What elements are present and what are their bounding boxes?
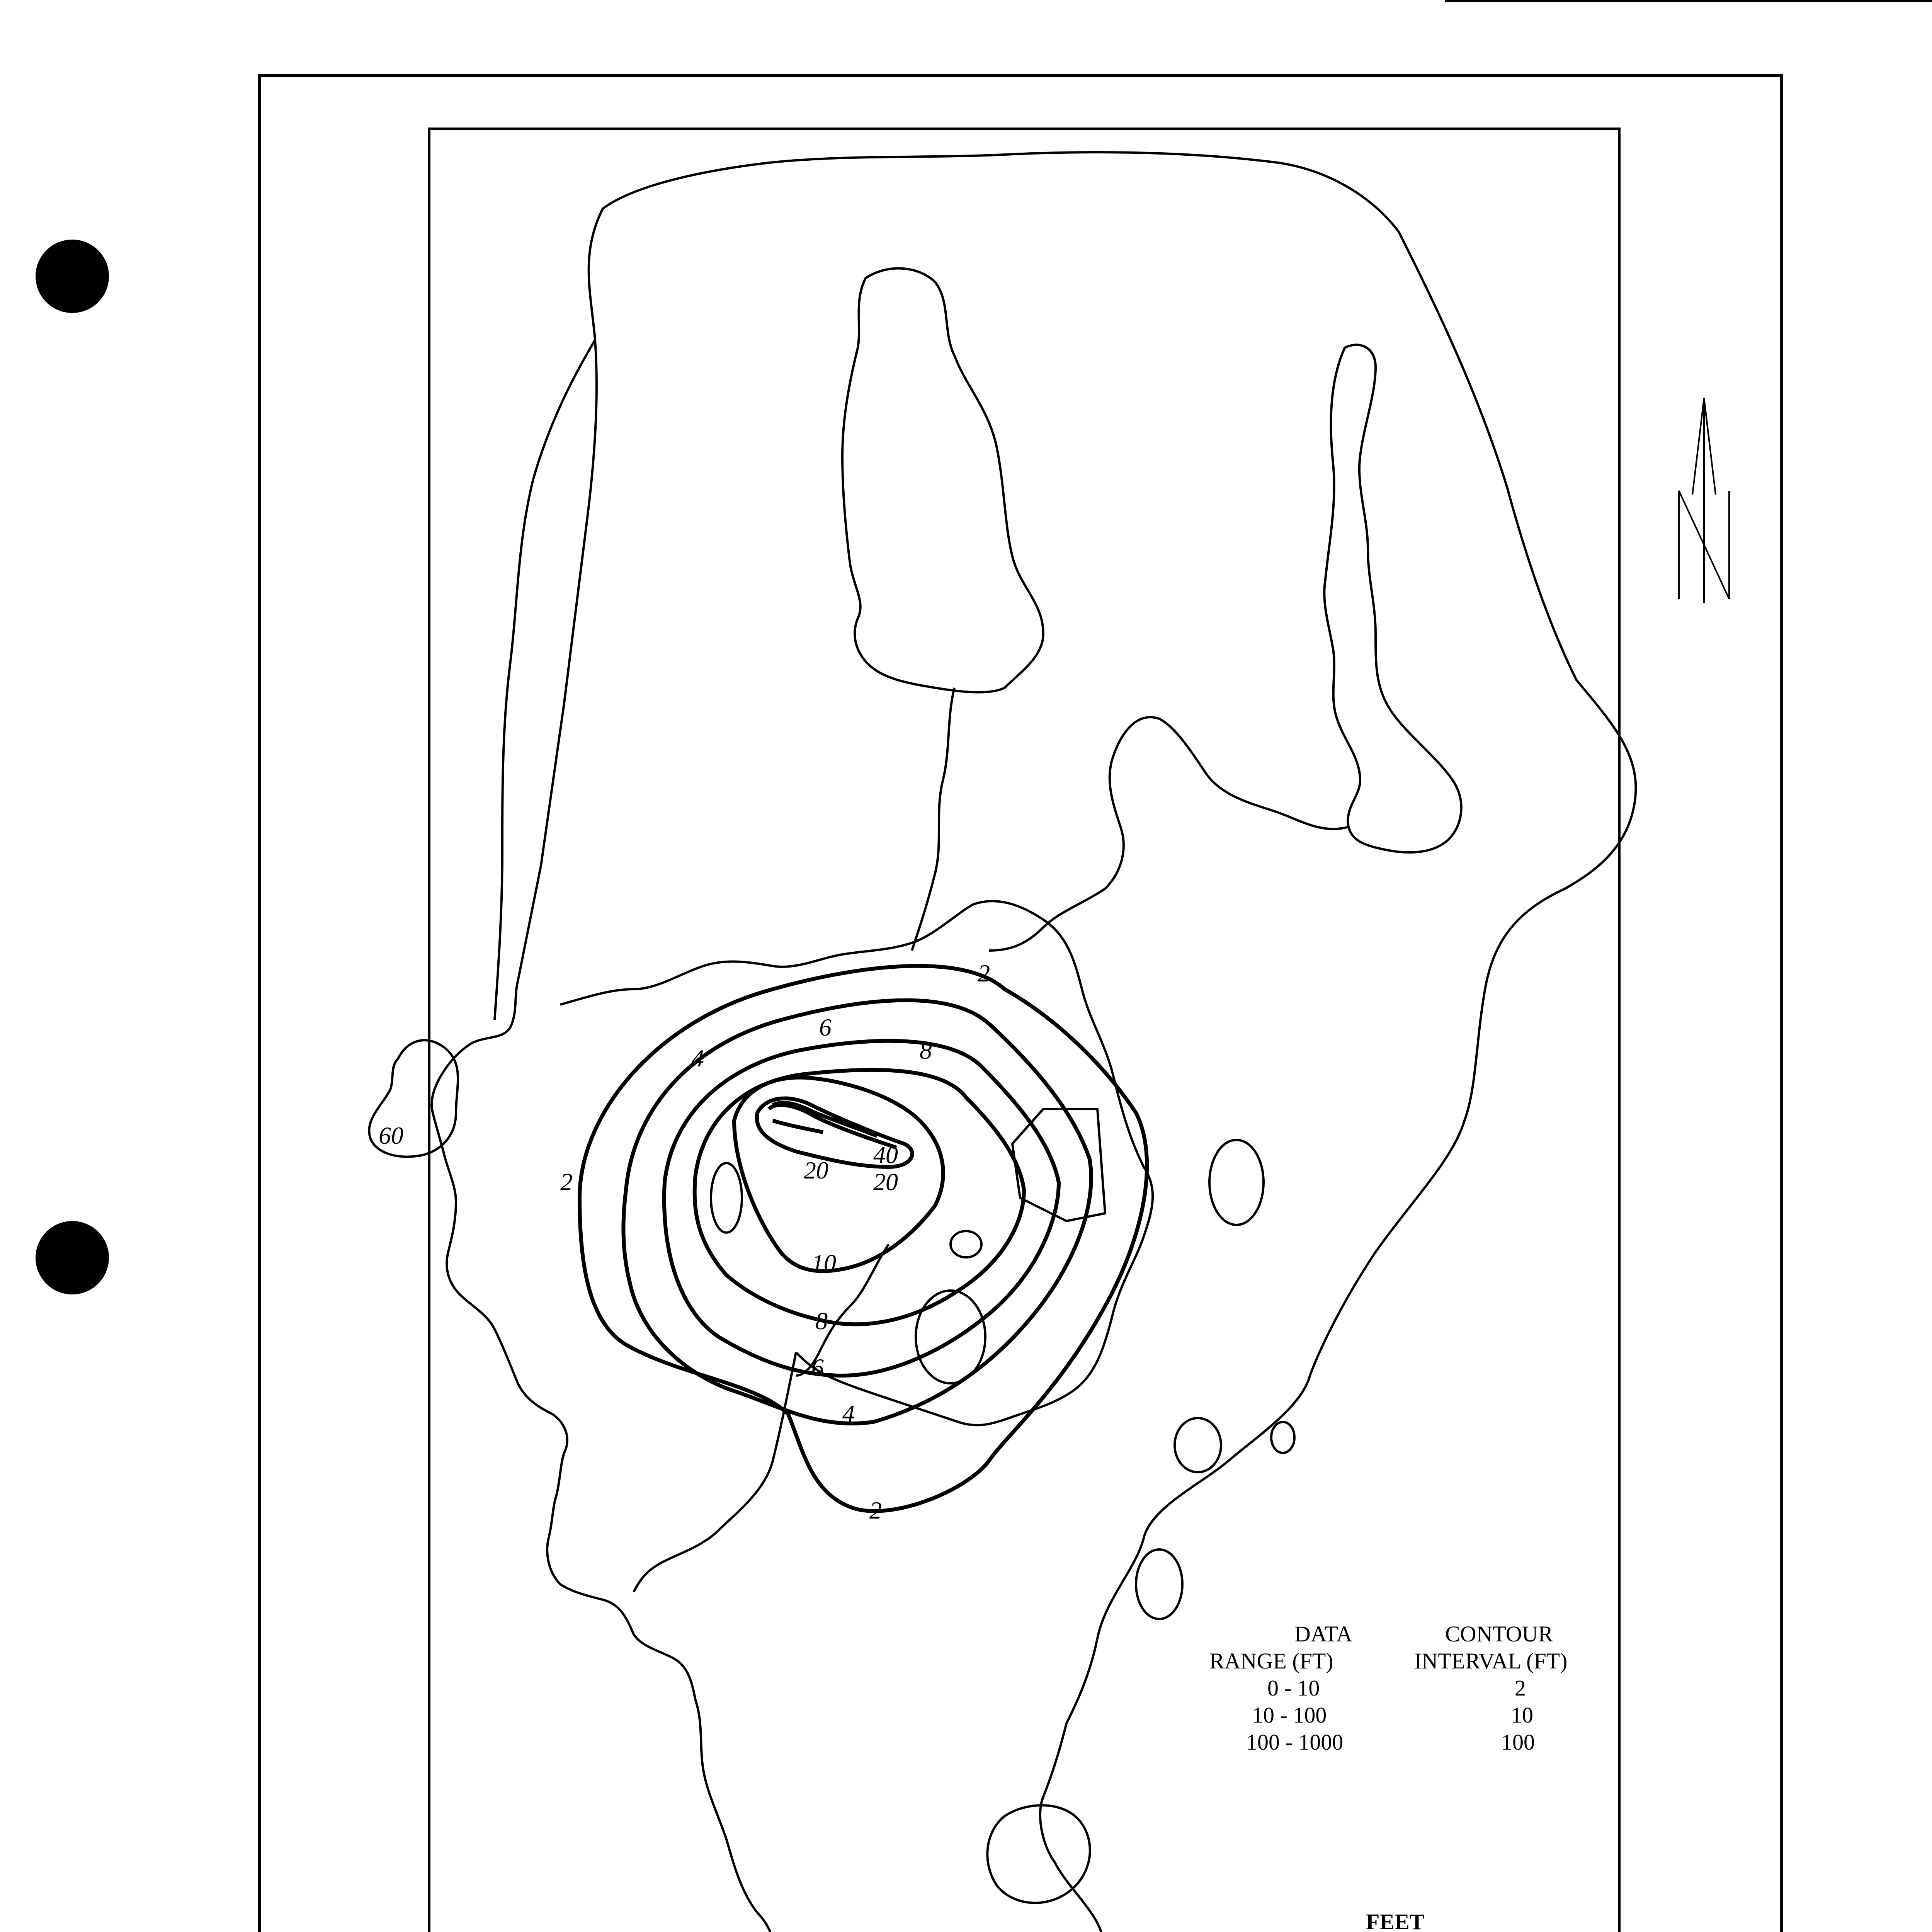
pond-2: [1175, 1418, 1221, 1472]
contour-label-4-a: 4: [692, 1044, 704, 1072]
contour-label-6-b: 6: [811, 1354, 824, 1381]
north-arrow-icon: [1679, 398, 1729, 603]
legend-col1-header-line1: DATA: [1294, 1621, 1353, 1646]
contour-label-10: 10: [811, 1249, 836, 1277]
pond-1: [1209, 1140, 1264, 1225]
river-south: [634, 1352, 796, 1592]
contour-label-2-a: 2: [978, 959, 990, 987]
legend-interval-2: 100: [1501, 1730, 1535, 1755]
pond-5: [1271, 1422, 1294, 1453]
contour-label-2-c: 2: [869, 1497, 882, 1524]
legend-interval-0: 2: [1515, 1675, 1526, 1701]
legend-col2-header-line2: INTERVAL (FT): [1414, 1648, 1568, 1673]
pond-6: [1136, 1549, 1182, 1619]
stream-central: [796, 1244, 889, 1376]
south-lake: [987, 1805, 1090, 1903]
contour-label-4-b: 4: [842, 1400, 855, 1427]
north-lake: [842, 269, 1043, 692]
contour-60: [773, 1121, 823, 1132]
northeast-lake: [1324, 345, 1461, 852]
legend-interval-1: 10: [1511, 1702, 1533, 1728]
contour-label-40: 40: [873, 1141, 898, 1168]
scale-bar-units: FEET: [1366, 1909, 1425, 1932]
stream-west: [495, 340, 595, 1020]
stream-north: [912, 688, 954, 951]
contour-label-20-a: 20: [804, 1156, 828, 1184]
legend-range-0: 0 - 10: [1267, 1675, 1320, 1701]
river-east: [989, 717, 1349, 951]
contour-label-60: 60: [379, 1122, 403, 1149]
legend-range-2: 100 - 1000: [1246, 1730, 1344, 1755]
legend-range-1: 10 - 100: [1252, 1702, 1327, 1728]
contour-2: [580, 966, 1147, 1511]
contour-label-8-a: 8: [920, 1037, 932, 1064]
contour-label-6-a: 6: [819, 1014, 832, 1041]
pond-7: [711, 1163, 742, 1233]
contour-8: [695, 1070, 1024, 1324]
contour-label-8-b: 8: [815, 1307, 828, 1335]
contour-10: [734, 1077, 943, 1271]
legend-col2-header-line1: CONTOUR: [1445, 1621, 1553, 1646]
pond-4: [951, 1231, 981, 1257]
contour-label-20-b: 20: [873, 1168, 898, 1196]
legend-col1-header-line2: RANGE (FT): [1209, 1648, 1333, 1673]
contour-label-2-b: 2: [560, 1168, 573, 1196]
